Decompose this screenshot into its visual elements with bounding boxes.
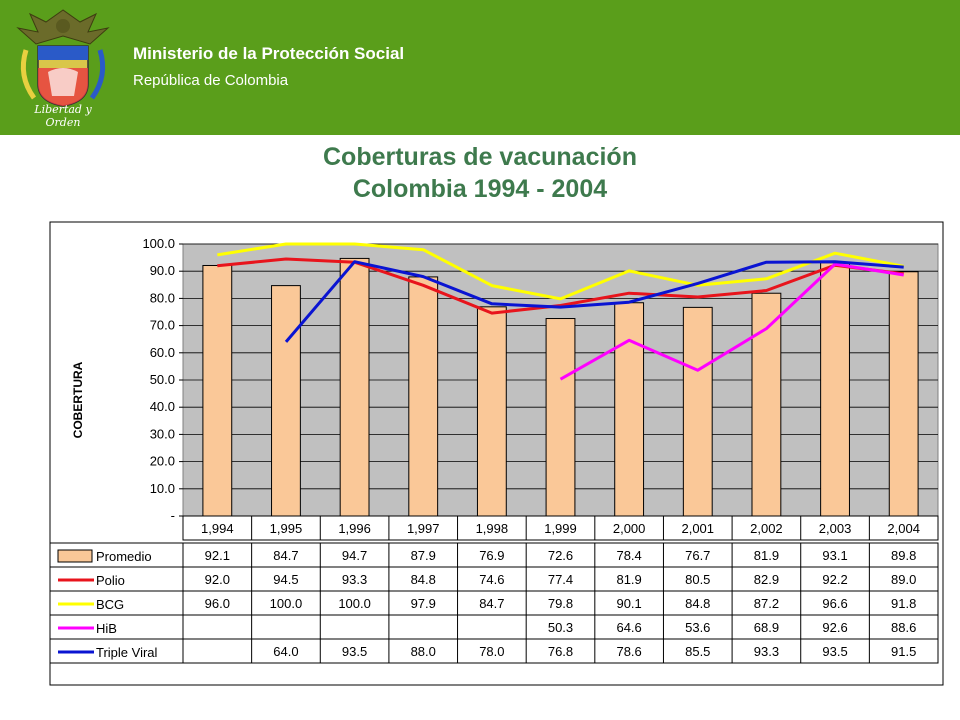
x-tick-label: 1,995 (269, 521, 303, 536)
data-label: 76.8 (547, 644, 574, 659)
data-label: 68.9 (753, 620, 780, 635)
x-tick-label: 2,002 (750, 521, 783, 536)
bar-promedio (683, 307, 712, 516)
bar-promedio (821, 263, 850, 516)
data-label: 100.0 (269, 596, 303, 611)
data-label: 89.0 (891, 572, 917, 587)
data-label: 80.5 (685, 572, 711, 587)
ministry-name: Ministerio de la Protección Social (133, 44, 405, 63)
data-label: 76.7 (685, 548, 711, 563)
data-label: 72.6 (547, 548, 574, 563)
data-label: 94.5 (273, 572, 299, 587)
data-label: 100.0 (338, 596, 371, 611)
data-label: 93.3 (341, 572, 368, 587)
data-label: 93.5 (341, 644, 368, 659)
y-tick-label: 40.0 (149, 399, 175, 415)
data-label: 78.6 (616, 644, 642, 659)
data-label: 84.7 (479, 596, 505, 611)
data-label: 76.9 (479, 548, 505, 563)
data-label: 84.8 (685, 596, 711, 611)
legend-label-polio: Polio (96, 573, 125, 588)
x-tick-label: 2,000 (612, 521, 646, 536)
data-label: 96.0 (204, 596, 230, 611)
data-label: 92.0 (204, 572, 230, 587)
data-label: 90.1 (616, 596, 642, 611)
y-tick-label: 10.0 (149, 480, 175, 496)
republic-name: República de Colombia (133, 72, 289, 89)
x-tick-label: 2,003 (818, 521, 852, 536)
data-label: 92.1 (204, 548, 230, 563)
data-label: 78.4 (616, 548, 642, 563)
legend-label-hib: HiB (96, 621, 117, 636)
data-label: 89.8 (891, 548, 917, 563)
data-label: 93.1 (822, 548, 848, 563)
data-label: 87.2 (753, 596, 780, 611)
bar-promedio (477, 307, 506, 516)
data-label: 50.3 (547, 620, 574, 635)
y-tick-label: - (170, 508, 175, 523)
x-tick-label: 1,994 (201, 521, 234, 536)
y-tick-label: 100.0 (142, 236, 175, 251)
data-label: 78.0 (479, 644, 505, 659)
data-label: 92.6 (822, 620, 848, 635)
data-label: 91.8 (891, 596, 917, 611)
y-axis-label: COBERTURA (71, 361, 85, 439)
x-tick-label: 1,998 (475, 521, 509, 536)
data-label: 88.0 (410, 644, 436, 659)
slide-title-line1: Coberturas de vacunación (323, 143, 637, 171)
data-label: 84.8 (410, 572, 436, 587)
y-tick-label: 70.0 (149, 317, 175, 333)
data-label: 82.9 (753, 572, 780, 587)
legend-swatch-promedio (58, 550, 92, 562)
y-tick-label: 90.0 (149, 263, 175, 279)
data-label: 81.9 (753, 548, 780, 563)
data-label: 81.9 (616, 572, 642, 587)
data-label: 74.6 (479, 572, 505, 587)
x-tick-label: 2,001 (681, 521, 715, 536)
data-label: 88.6 (891, 620, 917, 635)
data-label: 91.5 (891, 644, 917, 659)
data-label: 96.6 (822, 596, 848, 611)
data-label: 84.7 (273, 548, 299, 563)
x-tick-label: 1,999 (544, 521, 577, 536)
bar-promedio (615, 303, 644, 516)
y-tick-label: 50.0 (149, 372, 175, 387)
data-label: 93.3 (753, 644, 780, 659)
slide-title-line2: Colombia 1994 - 2004 (352, 175, 608, 203)
data-label: 53.6 (685, 620, 711, 635)
y-tick-label: 80.0 (149, 290, 175, 306)
y-tick-label: 60.0 (149, 344, 175, 360)
legend-label-promedio: Promedio (96, 549, 152, 564)
x-tick-label: 2,004 (887, 521, 920, 536)
bar-promedio (546, 319, 575, 516)
bar-promedio (340, 258, 369, 516)
data-label: 92.2 (822, 572, 848, 587)
data-label: 77.4 (547, 572, 574, 587)
data-label: 85.5 (685, 644, 711, 659)
legend-label-triple-viral: Triple Viral (96, 645, 158, 660)
bar-promedio (889, 272, 918, 516)
data-label: 87.9 (410, 548, 436, 563)
bar-promedio (272, 286, 301, 516)
legend-label-bcg: BCG (96, 597, 125, 612)
data-label: 64.0 (273, 644, 299, 659)
y-tick-label: 30.0 (149, 426, 175, 442)
data-label: 79.8 (547, 596, 574, 611)
data-label: 94.7 (341, 548, 368, 563)
y-tick-label: 20.0 (149, 453, 175, 469)
motto-text: Libertad y Orden (34, 103, 92, 129)
data-label: 97.9 (410, 596, 436, 611)
data-label: 64.6 (616, 620, 642, 635)
bar-promedio (409, 277, 438, 516)
x-tick-label: 1,997 (406, 521, 440, 536)
bar-promedio (203, 265, 232, 516)
data-label: 93.5 (822, 644, 848, 659)
x-tick-label: 1,996 (338, 521, 371, 536)
